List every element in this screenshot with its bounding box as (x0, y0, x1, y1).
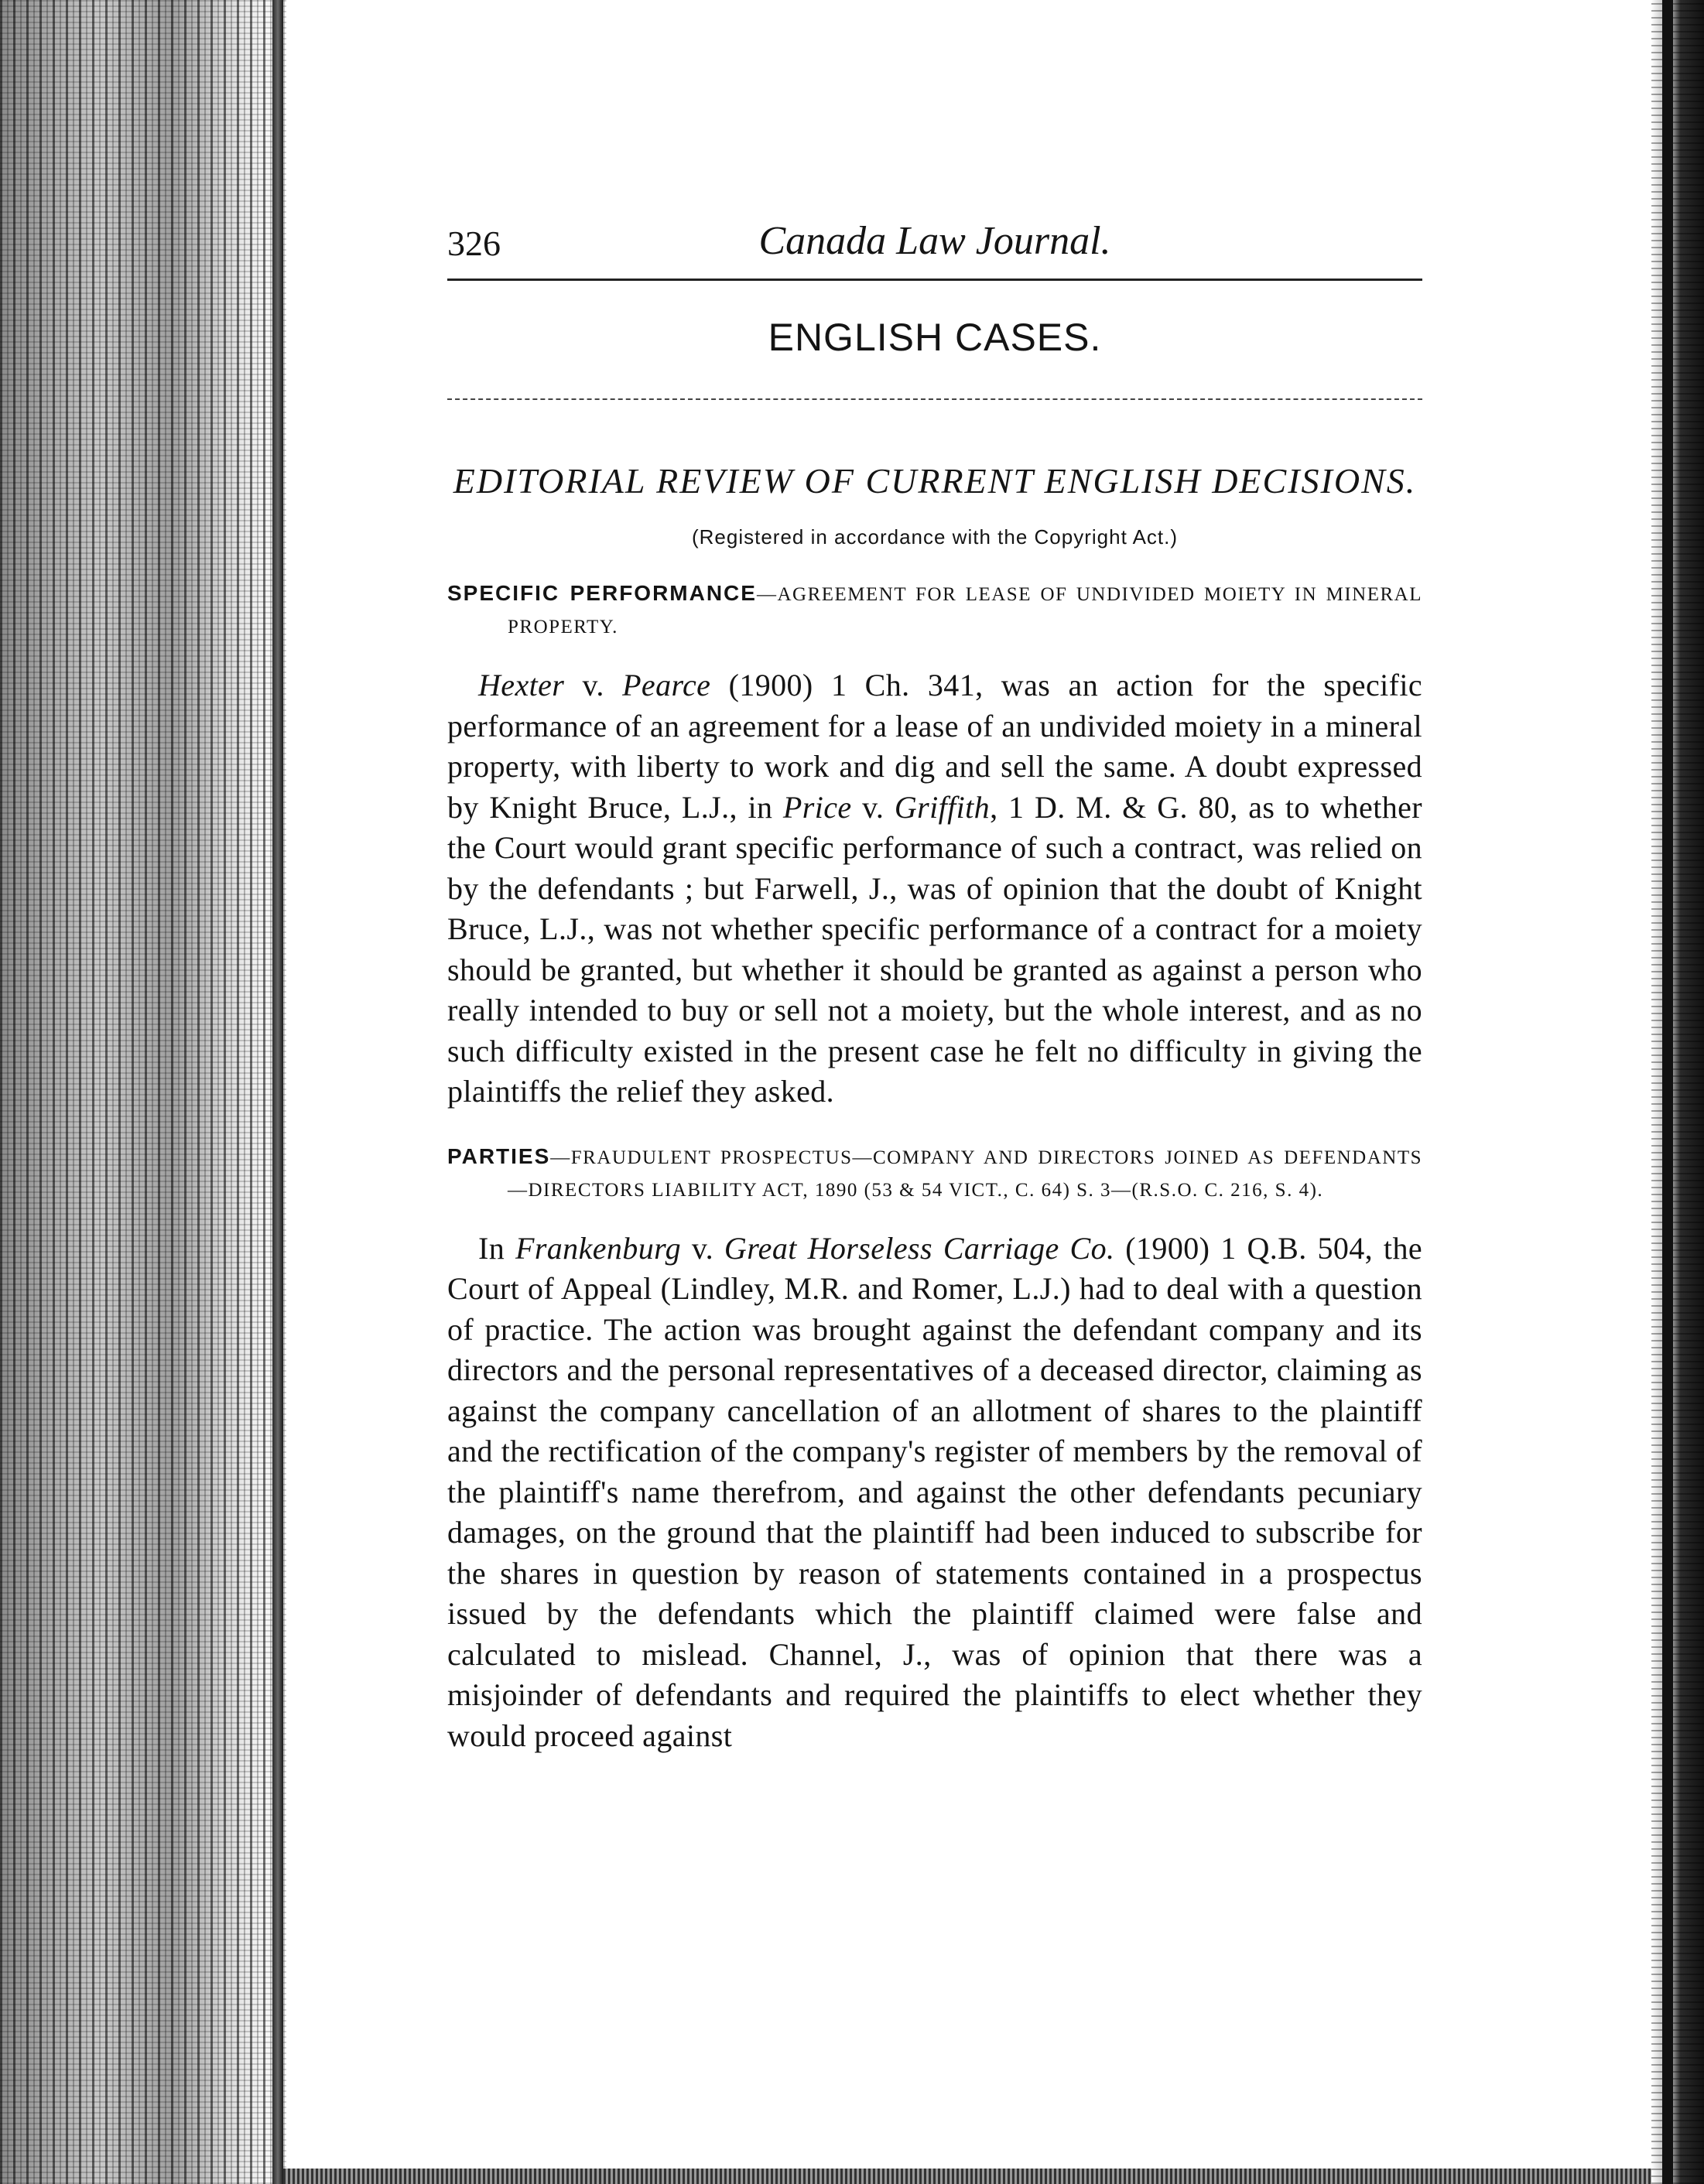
page-edge-shadow (1662, 0, 1673, 2184)
running-head (447, 217, 1422, 279)
case-heading-parties (447, 1140, 1422, 1207)
case-versus: v. (564, 668, 623, 702)
editorial-title: EDITORIAL REVIEW OF CURRENT ENGLISH DECISIONS. (453, 461, 1417, 501)
page-edge-bottom (283, 2169, 1651, 2184)
cited-versus: v. (851, 789, 895, 825)
case-paragraph-frankenburg (447, 1229, 1422, 1757)
case-name-party-2: Great Horseless Carriage Co. (724, 1230, 1115, 1266)
heading-rest: —AGREEMENT FOR LEASE OF UNDIVIDED MOIETY IN MINERAL PROPERTY. (508, 584, 1423, 637)
cited-party-1: Price (782, 789, 852, 825)
page-number: 326 (447, 224, 501, 263)
paragraph-text: (1900) 1 Ch. 341, was an action for the specific performance of an agreement for a lease of an undivided moiety in a mineral property, with liberty to work and dig and sell the same. A doubt expressed by Knight Bruce, L.J., in (447, 668, 1422, 825)
paragraph-text: In (478, 1230, 515, 1266)
case-paragraph-hexter (447, 665, 1422, 1113)
heading-lead: PARTIES (447, 1143, 551, 1168)
case-name-party-1: Hexter (478, 668, 565, 702)
section-title: ENGLISH CASES. (768, 316, 1102, 359)
journal-title: Canada Law Journal. (758, 219, 1111, 263)
heading-rest: —FRAUDULENT PROSPECTUS—COMPANY AND DIRECTORS JOINED AS DEFENDANTS—DIRECTORS LIABILITY ACT, 1890 (53 & 54 VICT., C. 64) S. 3—(R.S.O. C. 216, S. 4). (508, 1147, 1422, 1201)
head-rule (447, 279, 1422, 281)
binding-shadow (272, 0, 283, 2184)
case-versus: v. (680, 1230, 724, 1266)
cited-party-2: Griffith (894, 789, 991, 825)
case-heading-specific-performance (447, 577, 1422, 644)
paragraph-text: (1900) 1 Q.B. 504, the Court of Appeal (Lindley, M.R. and Romer, L.J.) had to deal with a question of practice. The action was brought against the defendant company and its directors and the personal representatives of a deceased director, claiming as against the company cancellation of an allotment of shares to the plaintiff and the rectification of the company's register of members by the removal of the plaintiff's name therefrom, and against the other defendants pecuniary damages, on the ground that the plaintiff had been induced to subscribe for the shares in question by reason of statements contained in a prospectus issued by the defendants which the plaintiff claimed were false and calculated to mislead. Channel, J., was of opinion that there was a misjoinder of defendants and required the plaintiffs to elect whether they would proceed against (447, 1230, 1422, 1753)
page-content (447, 217, 1422, 1756)
copyright-notice: (Registered in accordance with the Copyright Act.) (691, 525, 1179, 549)
section-rule (447, 398, 1422, 400)
case-name-party-1: Frankenburg (515, 1230, 681, 1266)
page-edge-right (1651, 0, 1704, 2184)
case-name-party-2: Pearce (622, 668, 711, 702)
heading-lead: SPECIFIC PERFORMANCE (447, 581, 757, 605)
book-binding-edge (0, 0, 286, 2184)
paragraph-text: , 1 D. M. & G. 80, as to whether the Court would grant specific performance of such a contract, was relied on by the defendants ; but Farwell, J., was of opinion that the doubt of Knight Bruce, L.J., was not whether specific performance of a contract for a moiety should be granted, but whether it should be granted as against a person who really intended to buy or sell not a moiety, but the whole interest, and as no such difficulty existed in the present case he felt no difficulty in giving the plaintiffs the relief they asked. (447, 789, 1422, 1109)
